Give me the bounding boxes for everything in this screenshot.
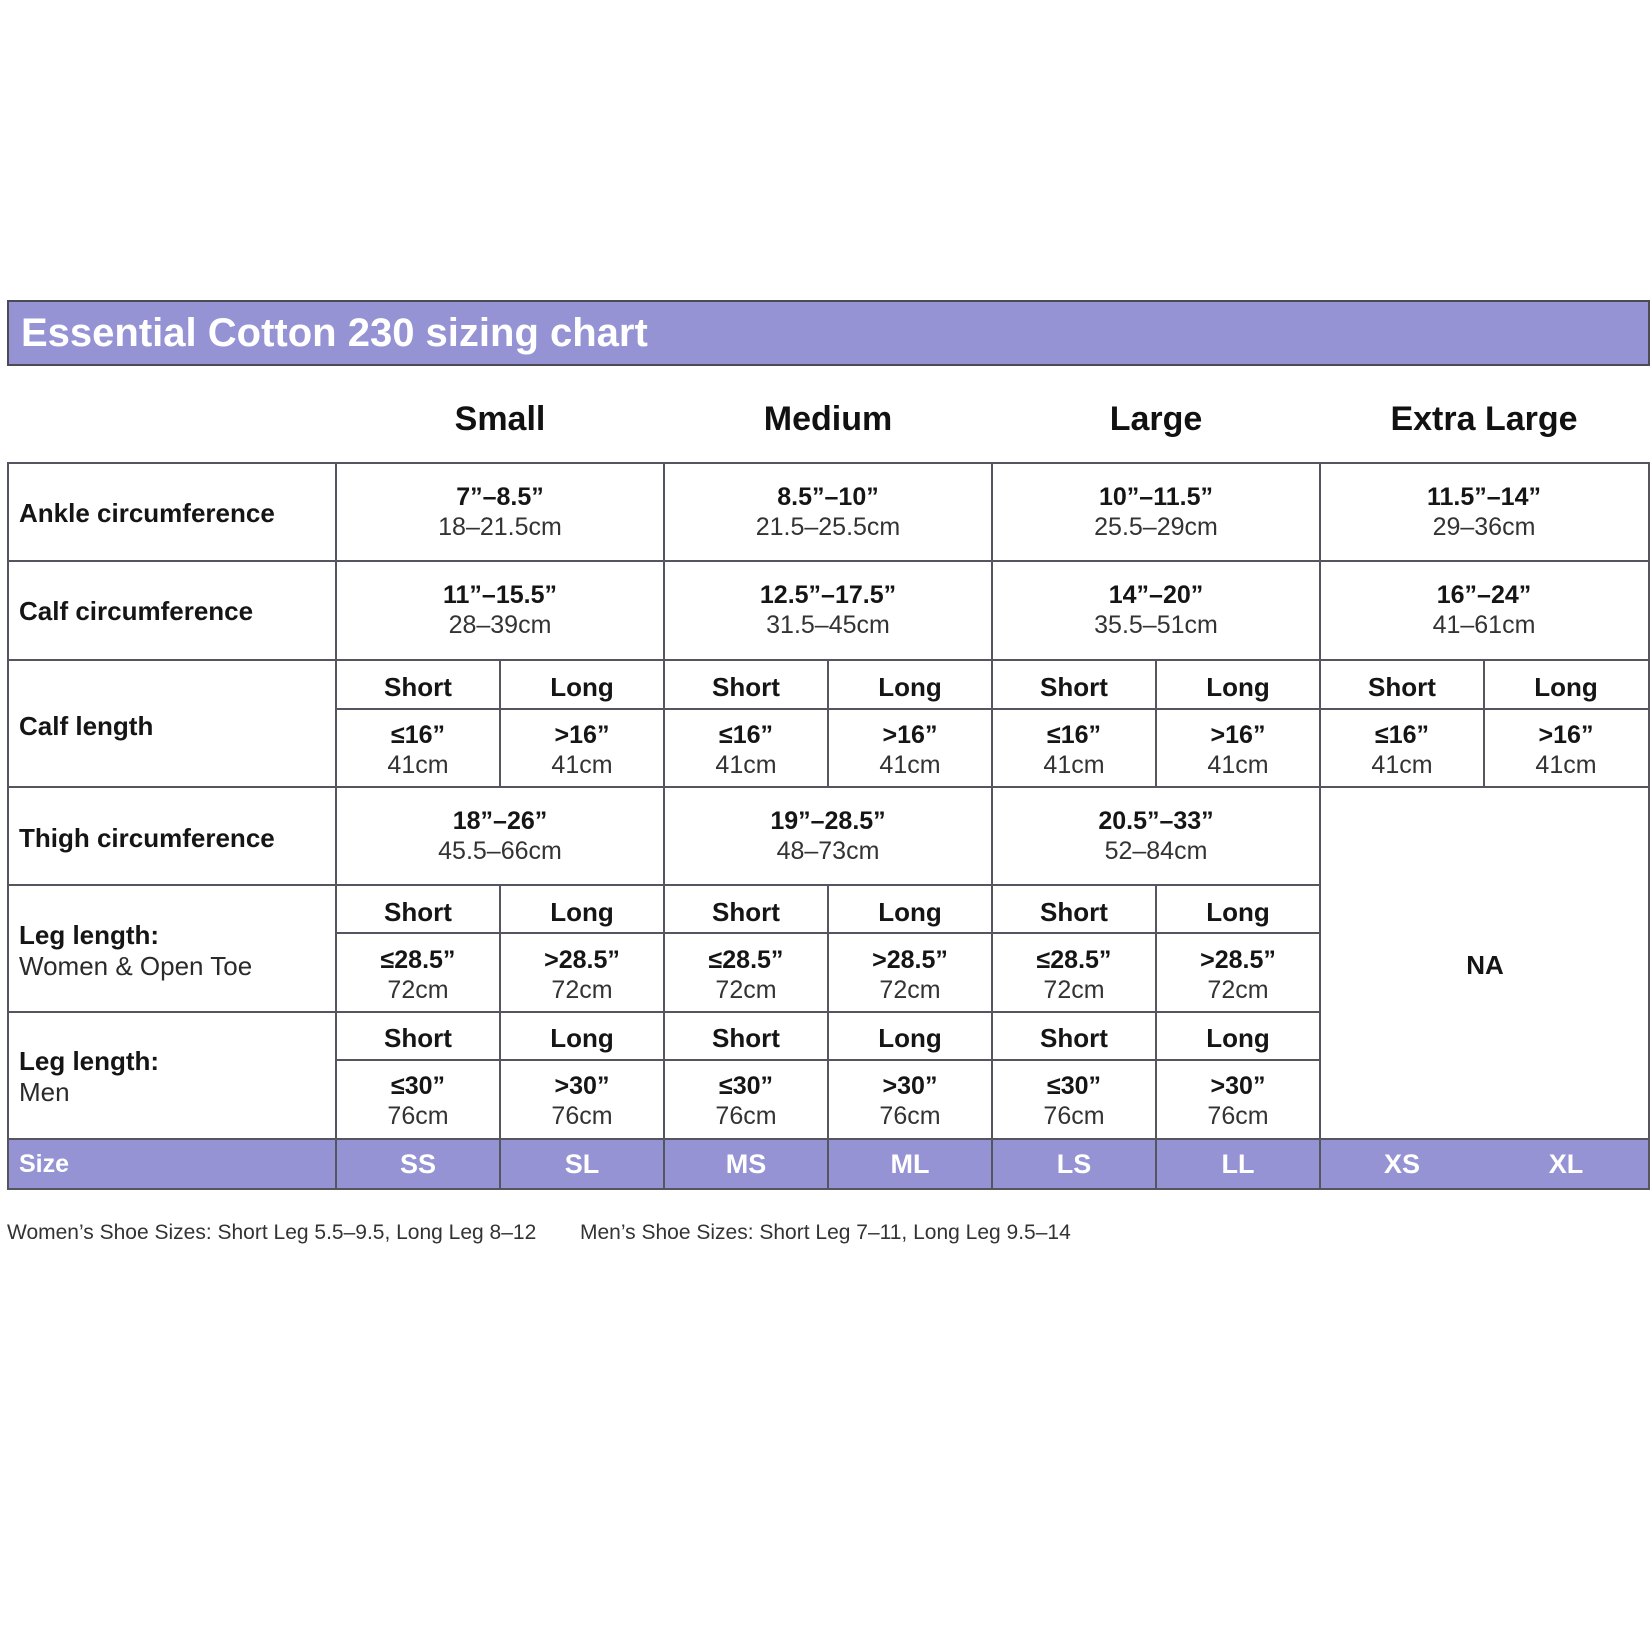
leg-women-short-label: Short (1040, 897, 1108, 927)
size-code: SL (564, 1149, 600, 1179)
leg-women-short-label: Short (384, 897, 452, 927)
leg-women-short-cell: ≤28.5” 72cm (1036, 946, 1112, 1004)
size-code: LL (1221, 1149, 1255, 1179)
ankle-medium-cell: 8.5”–10” 21.5–25.5cm (755, 483, 901, 541)
calf-circ-large-cell: 14”–20” 35.5–51cm (1094, 581, 1218, 639)
ankle-xl-cell: 11.5”–14” 29–36cm (1427, 483, 1541, 541)
chart-title: Essential Cotton 230 sizing chart (7, 300, 1650, 366)
calf-circ-small-cell: 11”–15.5” 28–39cm (443, 581, 557, 639)
column-header-medium: Medium (763, 400, 893, 438)
divider (335, 1059, 1321, 1061)
leg-men-short-cell: ≤30” 76cm (387, 1072, 449, 1130)
leg-women-short-cell: ≤28.5” 72cm (708, 946, 784, 1004)
thigh-medium-cell: 19”–28.5” 48–73cm (770, 807, 886, 865)
calf-length-long-label: Long (550, 672, 614, 702)
calf-length-long-label: Long (878, 672, 942, 702)
calf-length-short-label: Short (712, 672, 780, 702)
row-label-leg-length-men: Leg length: Men (19, 1046, 160, 1107)
leg-women-short-label: Short (712, 897, 780, 927)
divider (7, 1011, 1321, 1013)
calf-length-long-cell: >16” 41cm (1207, 721, 1269, 779)
leg-men-short-cell: ≤30” 76cm (715, 1072, 777, 1130)
leg-men-long-label: Long (1206, 1023, 1270, 1053)
calf-length-short-cell: ≤16” 41cm (1043, 721, 1105, 779)
calf-length-long-cell: >16” 41cm (879, 721, 941, 779)
leg-men-short-cell: ≤30” 76cm (1043, 1072, 1105, 1130)
leg-men-short-label: Short (384, 1023, 452, 1053)
leg-women-short-cell: ≤28.5” 72cm (380, 946, 456, 1004)
thigh-large-cell: 20.5”–33” 52–84cm (1098, 807, 1214, 865)
leg-women-long-cell: >28.5” 72cm (872, 946, 948, 1004)
row-label-calf-length: Calf length (19, 711, 154, 741)
ankle-small-cell: 7”–8.5” 18–21.5cm (438, 483, 562, 541)
size-row-label: Size (19, 1150, 70, 1178)
calf-length-short-cell: ≤16” 41cm (1371, 721, 1433, 779)
divider (335, 932, 1321, 934)
calf-length-short-cell: ≤16” 41cm (387, 721, 449, 779)
leg-men-long-label: Long (878, 1023, 942, 1053)
calf-length-short-label: Short (384, 672, 452, 702)
divider (7, 786, 1650, 788)
leg-men-short-label: Short (712, 1023, 780, 1053)
size-code: ML (890, 1149, 930, 1179)
calf-circ-medium-cell: 12.5”–17.5” 31.5–45cm (759, 581, 897, 639)
leg-men-short-label: Short (1040, 1023, 1108, 1053)
divider (7, 884, 1321, 886)
leg-women-long-label: Long (878, 897, 942, 927)
calf-length-long-label: Long (1206, 672, 1270, 702)
divider (7, 659, 1650, 661)
calf-circ-xl-cell: 16”–24” 41–61cm (1432, 581, 1536, 639)
calf-length-short-cell: ≤16” 41cm (715, 721, 777, 779)
size-code: XS (1383, 1149, 1421, 1179)
na-cell: NA (1466, 950, 1504, 980)
row-label-calf-circumference: Calf circumference (19, 596, 254, 626)
column-header-small: Small (454, 400, 546, 438)
thigh-small-cell: 18”–26” 45.5–66cm (438, 807, 562, 865)
calf-length-long-cell: >16” 41cm (1535, 721, 1597, 779)
row-label-thigh-circumference: Thigh circumference (19, 823, 275, 853)
row-label-leg-length-women: Leg length: Women & Open Toe (19, 920, 253, 981)
footnote-women-shoe-sizes: Women’s Shoe Sizes: Short Leg 5.5–9.5, Long Leg 8–12 (7, 1221, 537, 1244)
divider (335, 708, 1650, 710)
leg-women-long-label: Long (1206, 897, 1270, 927)
size-code: MS (725, 1149, 767, 1179)
footnote-men-shoe-sizes: Men’s Shoe Sizes: Short Leg 7–11, Long Leg 9.5–14 (580, 1221, 1071, 1244)
calf-length-short-label: Short (1040, 672, 1108, 702)
leg-men-long-label: Long (550, 1023, 614, 1053)
column-header-extra-large: Extra Large (1390, 400, 1578, 438)
ankle-large-cell: 10”–11.5” 25.5–29cm (1094, 483, 1218, 541)
leg-women-long-label: Long (550, 897, 614, 927)
calf-length-long-cell: >16” 41cm (551, 721, 613, 779)
leg-women-long-cell: >28.5” 72cm (1200, 946, 1276, 1004)
leg-men-long-cell: >30” 76cm (551, 1072, 613, 1130)
column-header-large: Large (1109, 400, 1203, 438)
calf-length-long-label: Long (1534, 672, 1598, 702)
leg-men-long-cell: >30” 76cm (879, 1072, 941, 1130)
divider (7, 560, 1650, 562)
leg-women-long-cell: >28.5” 72cm (544, 946, 620, 1004)
row-label-ankle-circumference: Ankle circumference (19, 498, 275, 528)
leg-men-long-cell: >30” 76cm (1207, 1072, 1269, 1130)
size-code: SS (399, 1149, 437, 1179)
size-code: XL (1548, 1149, 1584, 1179)
calf-length-short-label: Short (1368, 672, 1436, 702)
size-code: LS (1056, 1149, 1092, 1179)
